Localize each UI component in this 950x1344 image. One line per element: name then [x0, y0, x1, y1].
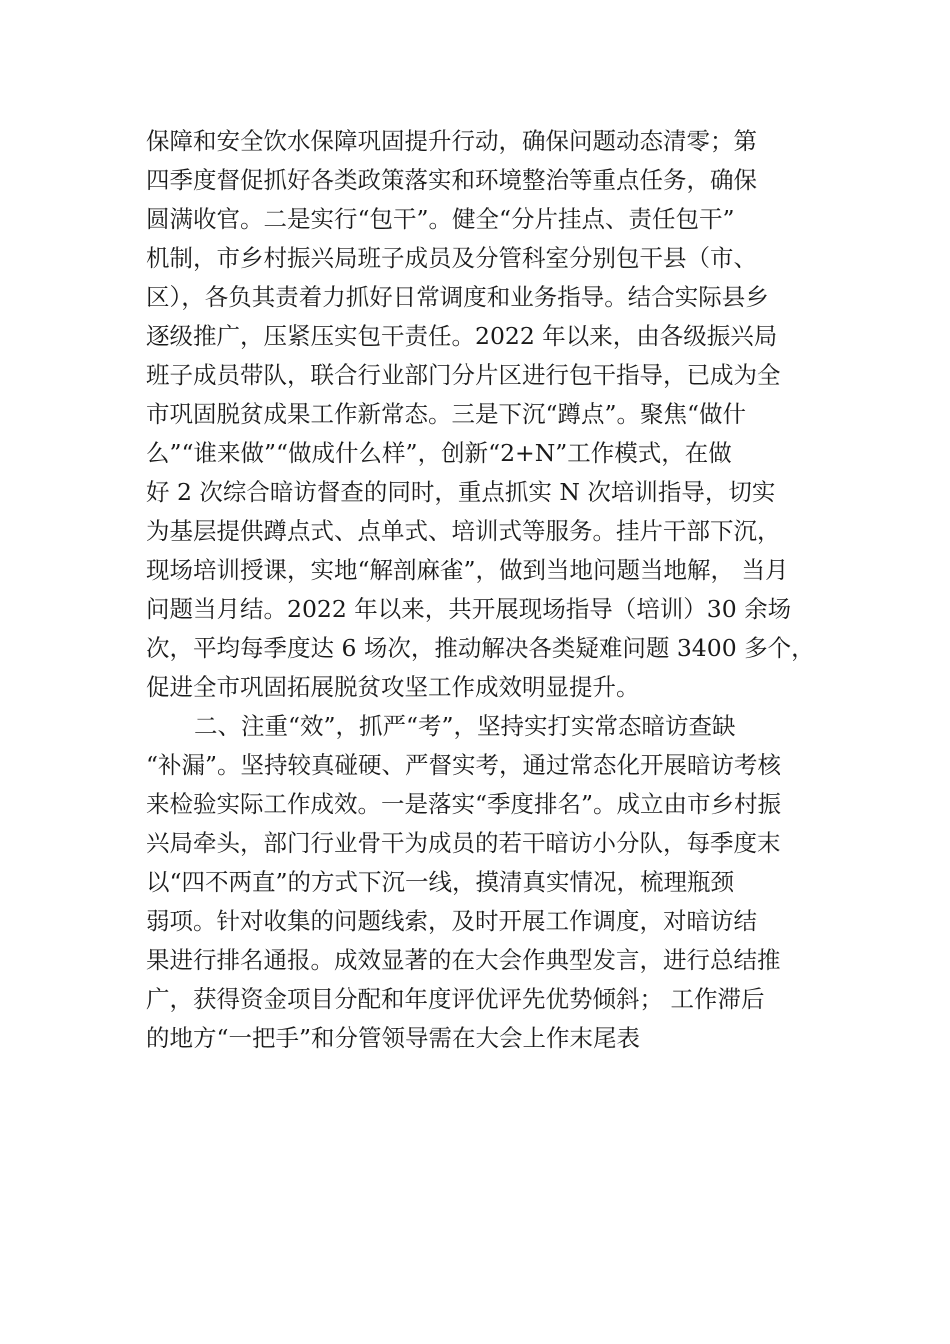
text-line: 区），各负其责着力抓好日常调度和业务指导。结合实际县乡: [146, 283, 769, 311]
text-line: 班子成员带队，联合行业部门分片区进行包干指导，已成为全: [146, 361, 781, 389]
text-line: 现场培训授课，实地“解剖麻雀”，做到当地问题当地解， 当月: [146, 556, 789, 584]
text-line: 弱项。针对收集的问题线索，及时开展工作调度，对暗访结: [146, 907, 757, 935]
text-line: 次，平均每季度达 6 场次，推动解决各类疑难问题 3400 多个，: [146, 634, 815, 662]
text-line: 为基层提供蹲点式、点单式、培训式等服务。挂片干部下沉，: [146, 517, 781, 545]
text-line: 四季度督促抓好各类政策落实和环境整治等重点任务，确保: [146, 166, 757, 194]
text-line: 的地方“一把手”和分管领导需在大会上作末尾表: [146, 1024, 641, 1052]
text-line: 促进全市巩固拓展脱贫攻坚工作成效明显提升。: [146, 673, 640, 701]
text-line: 来检验实际工作成效。一是落实“季度排名”。成立由市乡村振: [146, 790, 782, 818]
text-line: 圆满收官。二是实行“包干”。健全“分片挂点、责任包干”: [146, 205, 735, 233]
text-line: “补漏”。坚持较真碰硬、严督实考，通过常态化开展暗访考核: [146, 751, 782, 779]
text-line: 市巩固脱贫成果工作新常态。三是下沉“蹲点”。聚焦“做什: [146, 400, 747, 428]
text-line: 广，获得资金项目分配和年度评优评先优势倾斜； 工作滞后: [146, 985, 765, 1013]
text-line: 问题当月结。2022 年以来，共开展现场指导（培训）30 余场: [146, 595, 792, 623]
text-line: 以“四不两直”的方式下沉一线，摸清真实情况，梳理瓶颈: [146, 868, 735, 896]
text-line: 么”“谁来做”“做成什么样”，创新“2+N”工作模式，在做: [146, 439, 732, 467]
body-text: [146, 122, 836, 1058]
text-line: 果进行排名通报。成效显著的在大会作典型发言，进行总结推: [146, 946, 781, 974]
text-line: 逐级推广，压紧压实包干责任。2022 年以来，由各级振兴局: [146, 322, 778, 350]
text-line: 好 2 次综合暗访督查的同时，重点抓实 N 次培训指导，切实: [146, 478, 776, 506]
section-heading-line: 二、注重“效”，抓严“考”，坚持实打实常态暗访查缺: [194, 712, 736, 740]
text-line: 机制，市乡村振兴局班子成员及分管科室分别包干县（市、: [146, 244, 757, 272]
text-line: 保障和安全饮水保障巩固提升行动，确保问题动态清零；第: [146, 127, 757, 155]
text-line: 兴局牵头，部门行业骨干为成员的若干暗访小分队，每季度末: [146, 829, 781, 857]
